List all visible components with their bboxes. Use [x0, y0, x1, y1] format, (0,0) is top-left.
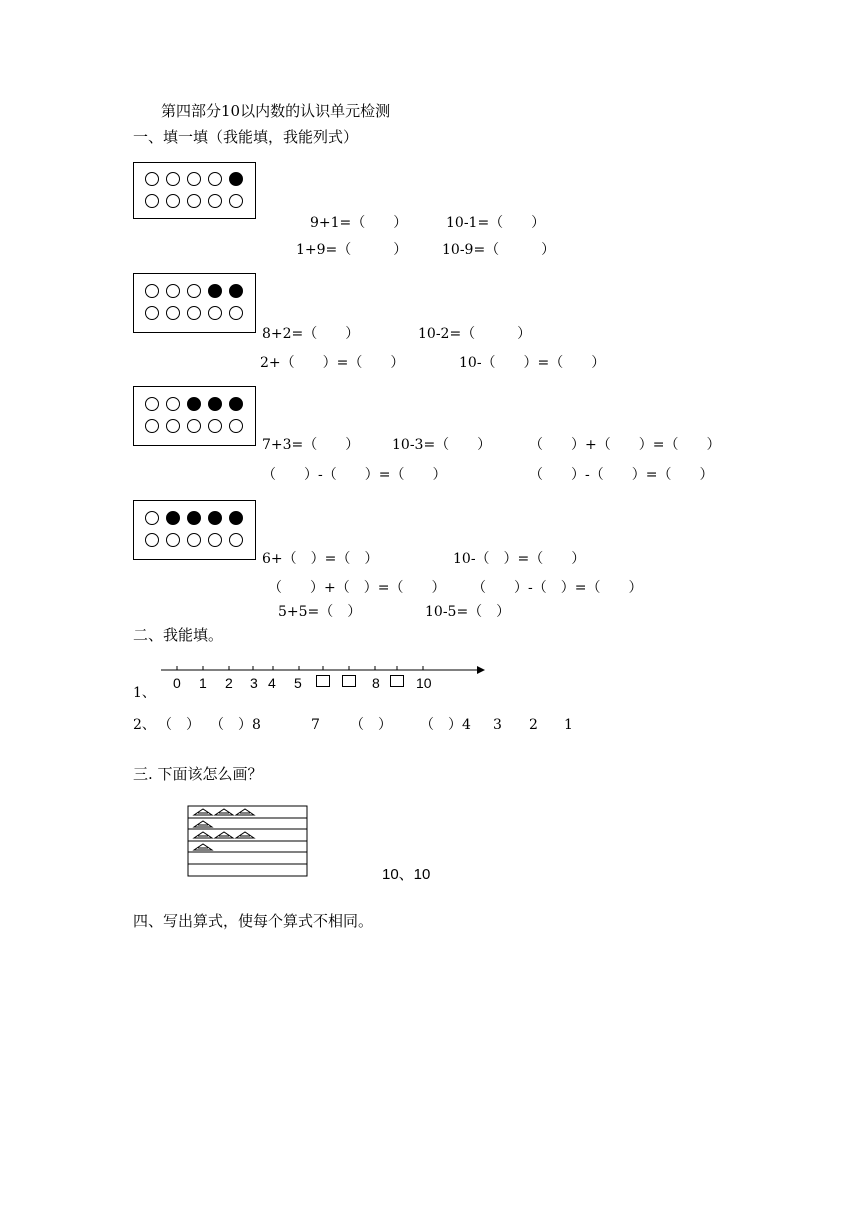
filled-circle: [229, 397, 243, 411]
empty-circle: [145, 533, 159, 547]
sequence-item: （ ）8: [210, 717, 261, 733]
empty-circle: [208, 419, 222, 433]
equation: 10-（ ）=（ ）: [453, 551, 586, 567]
empty-circle: [145, 194, 159, 208]
sequence-item: 3: [493, 717, 502, 733]
equation: 7+3=（ ）: [262, 437, 360, 453]
triangle-icon: [194, 809, 212, 815]
empty-circle: [166, 419, 180, 433]
triangle-icon: [215, 832, 233, 838]
empty-circle: [145, 511, 159, 525]
equation: 8+2=（ ）: [262, 326, 360, 342]
filled-circle: [187, 397, 201, 411]
triangle-icon: [194, 844, 212, 850]
empty-circle: [187, 306, 201, 320]
answer-box[interactable]: [316, 675, 330, 687]
equation: 10-9=（ ）: [442, 242, 556, 258]
empty-circle: [145, 284, 159, 298]
empty-circle: [166, 194, 180, 208]
page-title: 第四部分10以内数的认识单元检测: [161, 102, 391, 120]
equation: （ ）+（ ）=（ ）: [268, 580, 446, 596]
empty-circle: [166, 284, 180, 298]
empty-circle: [145, 306, 159, 320]
equation: 10-3=（ ）: [392, 437, 492, 453]
empty-circle: [187, 284, 201, 298]
filled-circle: [208, 397, 222, 411]
equation: 10-（ ）=（ ）: [459, 355, 606, 371]
empty-circle: [208, 306, 222, 320]
equation: （ ）-（ ）=（ ）: [472, 580, 643, 596]
empty-circle: [166, 397, 180, 411]
section-3-heading: 三. 下面该怎么画？: [133, 765, 263, 783]
empty-circle: [187, 533, 201, 547]
empty-circle: [166, 533, 180, 547]
section-2-heading: 二、我能填。: [133, 626, 224, 644]
equation: 6+（ ）=（ ）: [262, 551, 379, 567]
triangle-icon: [215, 809, 233, 815]
triangle-icon: [236, 809, 254, 815]
empty-circle: [187, 419, 201, 433]
filled-circle: [187, 511, 201, 525]
empty-circle: [166, 306, 180, 320]
triangle-icon: [194, 821, 212, 827]
tick-label: 8: [372, 675, 380, 691]
ten-frame-2: [133, 273, 256, 333]
empty-circle: [187, 194, 201, 208]
empty-circle: [145, 419, 159, 433]
empty-circle: [187, 172, 201, 186]
equation: 1+9=（ ）: [296, 242, 408, 258]
sequence-item: （ ）: [350, 717, 392, 733]
tick-label: 4: [268, 675, 276, 691]
section-1-heading: 一、填一填（我能填，我能列式）: [133, 128, 359, 146]
filled-circle: [229, 172, 243, 186]
empty-circle: [208, 533, 222, 547]
sequence-item: 7: [311, 717, 320, 733]
empty-circle: [229, 306, 243, 320]
sequence-item: 2: [529, 717, 538, 733]
tick-label: 0: [173, 675, 181, 691]
equation: （ ）+（ ）=（ ）: [529, 437, 721, 453]
empty-circle: [229, 419, 243, 433]
empty-circle: [208, 172, 222, 186]
sequence-item: （ ）4: [420, 717, 471, 733]
tick-label: 2: [225, 675, 233, 691]
tick-label: 3: [250, 675, 258, 691]
sequence-item: （ ）: [158, 717, 200, 733]
section-4-heading: 四、写出算式，使每个算式不相同。: [133, 912, 374, 930]
answer-box[interactable]: [342, 675, 356, 687]
equation: 10-2=（ ）: [418, 326, 532, 342]
ten-frame-3: [133, 386, 256, 446]
empty-circle: [166, 172, 180, 186]
filled-circle: [229, 511, 243, 525]
triangle-icon: [236, 832, 254, 838]
empty-circle: [208, 194, 222, 208]
tick-label: 10: [416, 675, 432, 691]
ten-frame-4: [133, 500, 256, 560]
question-1-label: 1、: [133, 685, 156, 701]
empty-circle: [145, 397, 159, 411]
equation: （ ）-（ ）=（ ）: [529, 467, 714, 483]
tick-label: 1: [199, 675, 207, 691]
ten-frame-1: [133, 162, 256, 219]
empty-circle: [145, 172, 159, 186]
triangle-icon: [194, 832, 212, 838]
tick-label: 5: [294, 675, 302, 691]
equation: 9+1=（ ）: [310, 215, 408, 231]
answer-box[interactable]: [390, 675, 404, 687]
equation: 5+5=（ ）: [278, 604, 362, 620]
answer-text: 10、10: [382, 866, 431, 883]
filled-circle: [166, 511, 180, 525]
filled-circle: [208, 511, 222, 525]
equation: 10-5=（ ）: [425, 604, 511, 620]
filled-circle: [229, 284, 243, 298]
equation: 2+（ ）=（ ）: [260, 355, 405, 371]
question-2-label: 2、: [133, 717, 156, 733]
empty-circle: [229, 194, 243, 208]
sequence-item: 1: [564, 717, 573, 733]
equation: 10-1=（ ）: [446, 215, 546, 231]
filled-circle: [208, 284, 222, 298]
triangle-rows-chart: [186, 805, 310, 877]
equation: （ ）-（ ）=（ ）: [262, 467, 447, 483]
empty-circle: [229, 533, 243, 547]
